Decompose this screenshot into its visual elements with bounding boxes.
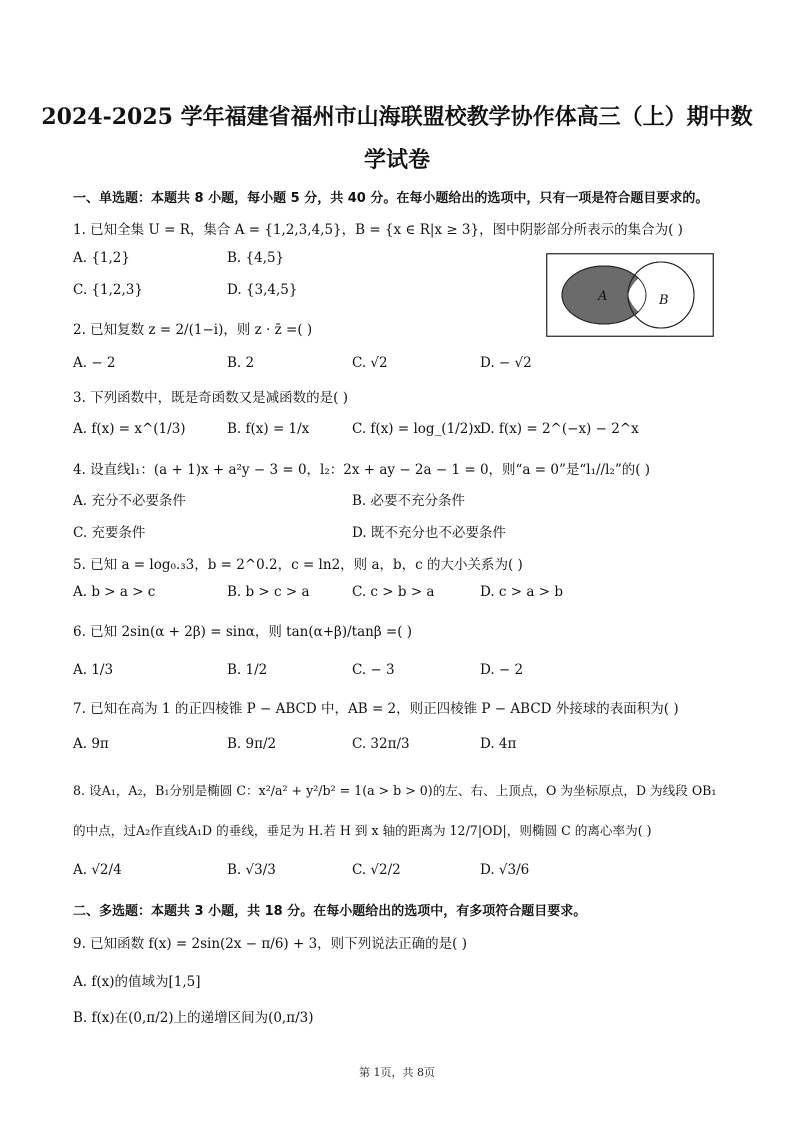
question-9: 9. 已知函数 f(x) = 2sin(2x − π/6) + 3，则下列说法正确的是( ) <box>73 936 467 952</box>
q3-option-b: B. f(x) = 1/x <box>227 421 310 437</box>
q7-option-b: B. 9π/2 <box>227 736 277 752</box>
q2-option-c: C. √2 <box>352 355 388 371</box>
venn-label-a: A <box>598 289 608 304</box>
question-3: 3. 下列函数中，既是奇函数又是减函数的是( ) <box>73 390 348 406</box>
q6-option-a: A. 1/3 <box>73 662 114 678</box>
q6-option-c: C. − 3 <box>352 662 395 678</box>
venn-diagram <box>546 253 714 337</box>
q3-option-c: C. f(x) = log_(1/2)x <box>352 421 482 437</box>
q6-option-b: B. 1/2 <box>227 662 268 678</box>
q5-option-c: C. c > b > a <box>352 584 435 600</box>
q2-option-a: A. − 2 <box>73 355 116 371</box>
question-5: 5. 已知 a = log₀.₃3，b = 2^0.2，c = ln2，则 a，b，c 的大小关系为( ) <box>73 557 523 573</box>
section-2-heading: 二、多选题：本题共 3 小题，共 18 分。在每小题给出的选项中，有多项符合题目要求。 <box>73 904 587 919</box>
q4-option-c: C. 充要条件 <box>73 525 146 541</box>
q5-option-d: D. c > a > b <box>480 584 563 600</box>
q1-option-d: D. {3,4,5} <box>227 282 298 298</box>
q3-option-a: A. f(x) = x^(1/3) <box>73 421 186 437</box>
q4-option-d: D. 既不充分也不必要条件 <box>352 525 506 541</box>
page-footer: 第 1页，共 8页 <box>359 1066 435 1079</box>
question-1: 1. 已知全集 U = R，集合 A = {1,2,3,4,5}，B = {x ∈ R|x ≥ 3}，图中阴影部分所表示的集合为( ) <box>73 222 683 238</box>
q3-option-d: D. f(x) = 2^(−x) − 2^x <box>480 421 639 437</box>
section-1-heading: 一、单选题：本题共 8 小题，每小题 5 分，共 40 分。在每小题给出的选项中，只有一项是符合题目要求的。 <box>73 191 709 206</box>
q1-option-b: B. {4,5} <box>227 250 285 266</box>
title-line-1: 2024-2025 学年福建省福州市山海联盟校教学协作体高三（上）期中数 <box>41 104 753 130</box>
q1-option-c: C. {1,2,3} <box>73 282 143 298</box>
q1-option-a: A. {1,2} <box>73 250 130 266</box>
question-6: 6. 已知 2sin(α + 2β) = sinα，则 tan(α+β)/tanβ =( ) <box>73 624 413 640</box>
q9-option-b: B. f(x)在(0,π/2)上的递增区间为(0,π/3) <box>73 1010 314 1026</box>
q4-option-a: A. 充分不必要条件 <box>73 493 186 509</box>
q7-option-c: C. 32π/3 <box>352 736 410 752</box>
q9-option-a: A. f(x)的值域为[1,5] <box>73 974 201 990</box>
q8-option-d: D. √3/6 <box>480 862 530 878</box>
venn-label-b: B <box>659 293 669 308</box>
q6-option-d: D. − 2 <box>480 662 524 678</box>
q7-option-d: D. 4π <box>480 736 517 752</box>
q2-option-b: B. 2 <box>227 355 255 371</box>
q8-option-a: A. √2/4 <box>73 862 122 878</box>
q8-option-c: C. √2/2 <box>352 862 401 878</box>
question-7: 7. 已知在高为 1 的正四棱锥 P − ABCD 中，AB = 2，则正四棱锥 P − ABCD 外接球的表面积为( ) <box>73 701 679 717</box>
question-8: 8. 设A₁，A₂，B₁分别是椭圆 C：x²/a² + y²/b² = 1(a > b > 0)的左、右、上顶点，O 为坐标原点，D 为线段 OB₁ <box>73 783 717 798</box>
q8-option-b: B. √3/3 <box>227 862 276 878</box>
title-line-2: 学试卷 <box>363 147 430 173</box>
q4-option-b: B. 必要不充分条件 <box>352 493 466 509</box>
q5-option-a: A. b > a > c <box>73 584 156 600</box>
q7-option-a: A. 9π <box>73 736 109 752</box>
q2-option-d: D. − √2 <box>480 355 532 371</box>
question-4: 4. 设直线l₁：(a + 1)x + a²y − 3 = 0，l₂：2x + ay − 2a − 1 = 0，则“a = 0”是“l₁//l₂”的( ) <box>73 462 651 478</box>
question-8-continued: 的中点，过A₂作直线A₁D 的垂线，垂足为 H.若 H 到 x 轴的距离为 12/7|OD|，则椭圆 C 的离心率为( ) <box>73 823 652 838</box>
q5-option-b: B. b > c > a <box>227 584 310 600</box>
question-2: 2. 已知复数 z = 2/(1−i)，则 z · z̄ =( ) <box>73 322 313 338</box>
